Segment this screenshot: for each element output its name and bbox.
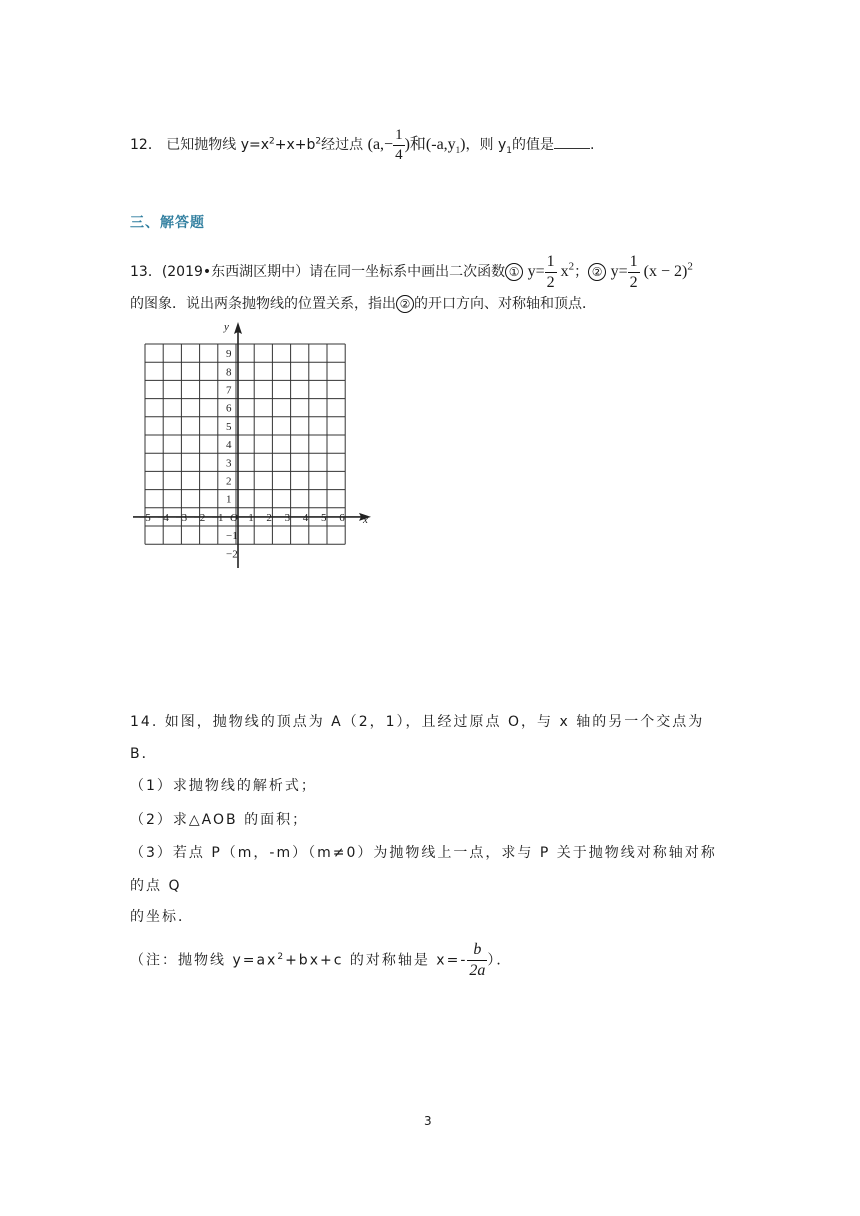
- question-13-line-1: [130, 254, 693, 291]
- note-a: （注：抛物线 y=ax: [130, 952, 278, 969]
- f2-num: 1: [629, 253, 638, 270]
- x-tick-label: 3: [284, 511, 291, 524]
- q13-line2-a: 的图象．说出两条抛物线的位置关系，指出: [130, 296, 396, 312]
- point2-sub: 1: [455, 145, 461, 156]
- note-sup: 2: [277, 951, 286, 962]
- answer-blank: [554, 134, 590, 149]
- f1-sup: 2: [568, 260, 575, 273]
- point2-open: (-a,y: [425, 136, 456, 154]
- q13-text: 13．(2019•东西湖区期中）请在同一坐标系中画出二次函数: [130, 264, 506, 281]
- y-tick-label: 8: [226, 366, 232, 379]
- point1-den: 4: [395, 147, 403, 163]
- x-tick-label: −1: [211, 511, 224, 524]
- point-1: [367, 127, 410, 163]
- x-tick-label: −2: [193, 511, 206, 524]
- f1-num: 1: [546, 253, 555, 270]
- question-number: 12．: [130, 137, 162, 154]
- point-2: [425, 136, 466, 156]
- q14-line-1: 14. 如图，抛物线的顶点为 A（2，1），且经过原点 O，与 x 轴的另一个交点为: [130, 714, 705, 730]
- q12-sub-y: 1: [506, 145, 512, 156]
- x-tick-label: −3: [175, 511, 188, 524]
- note-num: b: [473, 941, 482, 958]
- origin-label: O: [230, 511, 238, 524]
- axes: [133, 322, 371, 568]
- x-tick-label: 6: [339, 511, 345, 524]
- x-tick-label: −4: [157, 511, 169, 524]
- q13-line2-b: 的开口方向、对称轴和顶点．: [414, 296, 596, 312]
- y-tick-label: 9: [226, 348, 232, 361]
- point1-num: 1: [395, 127, 403, 143]
- point1-open: (a,−: [367, 136, 394, 154]
- q14-line-4: （2）求△AOB 的面积；: [130, 812, 309, 828]
- y-tick-label: 4: [226, 439, 232, 452]
- q13-sep: ；: [574, 264, 589, 281]
- x-tick-label: 1: [248, 511, 254, 524]
- question-12: [130, 128, 594, 163]
- q12-text-e: 的值是: [511, 137, 554, 154]
- formula-1: [527, 253, 575, 291]
- tick-labels: [139, 321, 368, 560]
- section-title: 三、解答题: [130, 215, 205, 231]
- point1-fraction: [393, 128, 405, 163]
- x-axis-label: x: [363, 513, 368, 526]
- q12-text-c: 经过点: [321, 137, 364, 154]
- q12-sup-b: 2: [315, 136, 322, 147]
- q12-text-b: +x+b: [274, 137, 316, 154]
- y-tick-label: −1: [226, 530, 238, 543]
- f1-rest: x: [560, 263, 569, 281]
- x-tick-label: 4: [302, 511, 309, 524]
- x-tick-label: −5: [139, 511, 151, 524]
- circled-two: ②: [588, 263, 606, 281]
- q14-line-3: （1）求抛物线的解析式；: [130, 778, 317, 794]
- q14-line-7: 的坐标．: [130, 909, 194, 925]
- circled-two-ref: ②: [396, 295, 414, 313]
- point2-close: ): [460, 136, 466, 154]
- note-den: 2a: [469, 962, 486, 979]
- y-tick-label: 2: [226, 475, 232, 488]
- question-13-line-2: [130, 294, 596, 314]
- y-tick-label: 3: [226, 457, 232, 470]
- x-tick-label: 5: [321, 511, 327, 524]
- y-tick-label: 7: [226, 384, 232, 397]
- q12-and: 和: [409, 134, 426, 154]
- y-tick-label: 6: [226, 402, 232, 415]
- circled-one: ①: [505, 263, 523, 281]
- q12-end: .: [589, 137, 595, 154]
- coordinate-grid: [125, 318, 385, 573]
- x-tick-label: 2: [266, 511, 272, 524]
- y-tick-label: 5: [226, 420, 232, 433]
- formula-2: [610, 253, 693, 291]
- point1-close: ): [404, 136, 410, 154]
- f1-lhs: y=: [527, 263, 545, 281]
- f2-den: 2: [629, 274, 638, 291]
- y-axis-label: y: [224, 321, 229, 333]
- f1-den: 2: [546, 274, 555, 291]
- q14-line-5: （3）若点 P（m，-m）（m≠0）为抛物线上一点，求与 P 关于抛物线对称轴对称: [130, 845, 717, 861]
- note-fraction: [467, 942, 487, 979]
- f1-fraction: [545, 254, 557, 291]
- f2-lhs: y=: [610, 263, 628, 281]
- q14-note: [130, 942, 512, 979]
- note-c: ）．: [487, 952, 513, 969]
- q14-line-6: 的点 Q: [130, 878, 182, 894]
- q14-line-2: B．: [130, 746, 158, 762]
- y-tick-label: −2: [226, 548, 238, 561]
- f2-rest: (x − 2): [643, 263, 688, 281]
- q12-text-a: 已知抛物线 y=x: [166, 137, 270, 154]
- f2-sup: 2: [687, 260, 693, 273]
- q12-sup-a: 2: [269, 136, 275, 147]
- note-b: +bx+c 的对称轴是 x=-: [285, 952, 468, 969]
- page-number: 3: [424, 1114, 432, 1128]
- f2-fraction: [628, 254, 640, 291]
- q12-text-d: ，则 y: [465, 137, 507, 154]
- y-tick-label: 1: [226, 493, 232, 506]
